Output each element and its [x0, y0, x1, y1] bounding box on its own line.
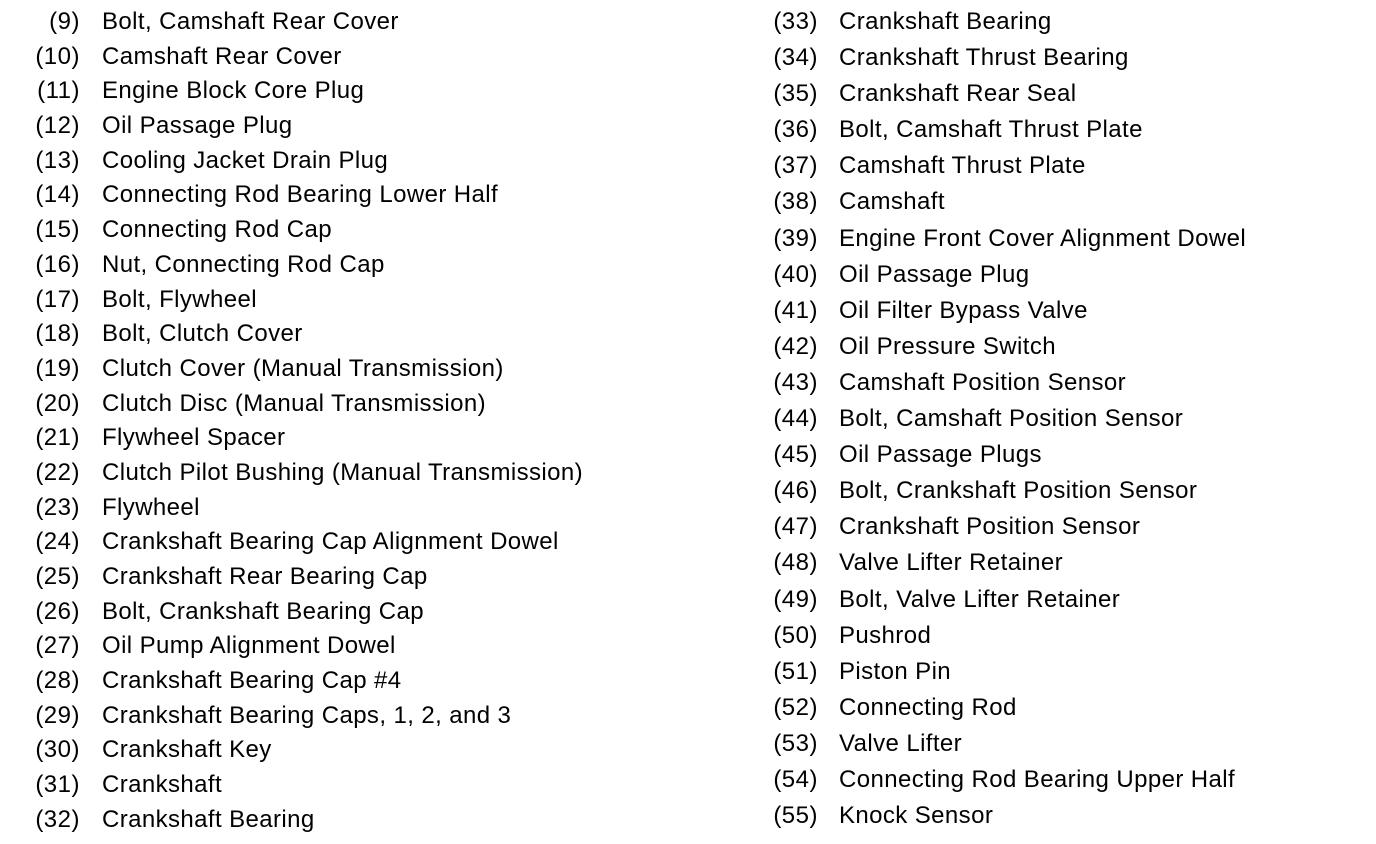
- legend-item: [740, 804, 1376, 840]
- legend-item-number: (32): [35, 805, 80, 833]
- legend-item-number: (11): [37, 77, 80, 105]
- legend-item-number: (15): [35, 216, 80, 244]
- legend-item-number: (49): [773, 585, 818, 613]
- legend-item: [740, 729, 1376, 768]
- legend-item-number: (26): [35, 597, 80, 625]
- legend-item-label: Flywheel: [102, 493, 200, 521]
- legend-item-label: Nut, Connecting Rod Cap: [102, 250, 385, 278]
- legend-item-number: (30): [35, 736, 80, 764]
- legend-column-right: [740, 0, 1376, 840]
- legend-item-number: (19): [35, 354, 80, 382]
- legend-item-number: (36): [773, 116, 818, 144]
- legend-item: [740, 479, 1376, 515]
- legend-item: [740, 46, 1376, 82]
- legend-item: [0, 250, 700, 288]
- legend-item: [740, 118, 1376, 154]
- legend-item-label: Camshaft Thrust Plate: [839, 152, 1086, 180]
- legend-item-number: (46): [773, 477, 818, 505]
- legend-item-number: (53): [773, 729, 818, 757]
- legend-item-label: Bolt, Camshaft Thrust Plate: [839, 116, 1143, 144]
- legend-item-number: (31): [35, 771, 80, 799]
- legend-item-number: (51): [773, 657, 818, 685]
- legend-item: [0, 669, 700, 704]
- legend-item: [0, 79, 700, 114]
- legend-item-label: Connecting Rod Bearing Upper Half: [839, 765, 1236, 793]
- legend-item-label: Connecting Rod: [839, 693, 1017, 721]
- legend-item: [0, 42, 700, 80]
- legend-item-label: Crankshaft Bearing: [102, 805, 315, 833]
- legend-item: [740, 515, 1376, 551]
- legend-item: [0, 183, 700, 218]
- legend-item-number: (44): [773, 405, 818, 433]
- legend-item-label: Clutch Cover (Manual Transmission): [102, 354, 504, 382]
- legend-item-label: Connecting Rod Bearing Lower Half: [102, 181, 499, 209]
- legend-item: [0, 597, 700, 635]
- legend-item: [0, 530, 700, 565]
- legend-item: [0, 738, 700, 773]
- legend-item-number: (38): [773, 188, 818, 216]
- legend-item-label: Crankshaft Position Sensor: [839, 513, 1141, 541]
- legend-item-number: (28): [35, 667, 80, 695]
- legend-item-label: Bolt, Camshaft Position Sensor: [839, 405, 1184, 433]
- legend-item: [0, 634, 700, 669]
- legend-item-label: Clutch Disc (Manual Transmission): [102, 389, 486, 417]
- legend-item: [0, 10, 700, 45]
- legend-item: [0, 493, 700, 531]
- legend-item-label: Connecting Rod Cap: [102, 216, 333, 244]
- legend-item-number: (20): [35, 389, 80, 417]
- legend-item-label: Camshaft Position Sensor: [839, 368, 1127, 396]
- legend-item: [740, 82, 1376, 118]
- legend-item: [740, 260, 1376, 299]
- legend-item-label: Flywheel Spacer: [102, 424, 286, 452]
- legend-item-number: (41): [773, 296, 818, 324]
- legend-item-number: (10): [35, 42, 80, 70]
- legend-item-label: Crankshaft Bearing: [839, 8, 1052, 35]
- legend-item-label: Bolt, Camshaft Rear Cover: [102, 8, 399, 35]
- legend-item: [0, 805, 700, 843]
- legend-item-label: Bolt, Crankshaft Bearing Cap: [102, 597, 425, 625]
- legend-item-number: (29): [35, 701, 80, 729]
- legend-item-label: Valve Lifter Retainer: [839, 549, 1064, 577]
- legend-item: [0, 565, 700, 600]
- legend-item-label: Crankshaft Rear Bearing Cap: [102, 563, 428, 590]
- legend-item-number: (21): [35, 424, 80, 452]
- legend-item-number: (45): [773, 441, 818, 469]
- legend-item: [0, 458, 700, 496]
- legend-item-number: (35): [773, 80, 818, 108]
- legend-item-number: (27): [35, 632, 80, 660]
- legend-item-label: Bolt, Clutch Cover: [102, 320, 303, 348]
- legend-item-label: Crankshaft Bearing Cap #4: [102, 667, 402, 695]
- legend-item-number: (24): [35, 528, 80, 556]
- legend-item-label: Engine Front Cover Alignment Dowel: [839, 224, 1247, 252]
- legend-item-label: Knock Sensor: [839, 802, 994, 830]
- legend-item-number: (50): [773, 621, 818, 649]
- legend-item-number: (18): [35, 320, 80, 348]
- legend-item-number: (16): [35, 250, 80, 278]
- legend-item-label: Crankshaft Bearing Caps, 1, 2, and 3: [102, 701, 512, 729]
- legend-item-number: (54): [773, 765, 818, 793]
- legend-item: [740, 657, 1376, 696]
- legend-item: [740, 551, 1376, 587]
- legend-item-number: (12): [35, 112, 80, 140]
- legend-item-number: (43): [773, 368, 818, 396]
- legend-item: [740, 368, 1376, 407]
- legend-item-number: (52): [773, 693, 818, 721]
- legend-item-number: (14): [35, 181, 80, 209]
- legend-item-label: Oil Passage Plug: [839, 260, 1030, 288]
- legend-item: [740, 332, 1376, 371]
- legend-item-label: Oil Pump Alignment Dowel: [102, 632, 396, 660]
- legend-item-number: (9): [49, 8, 80, 35]
- legend-item-label: Crankshaft Bearing Cap Alignment Dowel: [102, 528, 559, 556]
- legend-item-label: Crankshaft Thrust Bearing: [839, 44, 1129, 72]
- legend-item: [740, 190, 1376, 226]
- legend-item-label: Camshaft Rear Cover: [102, 42, 342, 70]
- legend-item-number: (17): [35, 285, 80, 313]
- legend-item-label: Camshaft: [839, 188, 945, 216]
- legend-item: [0, 322, 700, 357]
- legend-item-label: Oil Filter Bypass Valve: [839, 296, 1088, 324]
- legend-item-number: (40): [773, 260, 818, 288]
- legend-item: [740, 296, 1376, 335]
- legend-item-number: (22): [35, 458, 80, 486]
- legend-item-label: Pushrod: [839, 621, 932, 649]
- legend-item-number: (25): [35, 563, 80, 590]
- legend-item: [0, 285, 700, 323]
- legend-item-number: (23): [35, 493, 80, 521]
- legend-item-label: Bolt, Crankshaft Position Sensor: [839, 477, 1198, 505]
- legend-item-label: Oil Passage Plug: [102, 112, 293, 140]
- legend-item-number: (34): [773, 44, 818, 72]
- legend-item: [740, 154, 1376, 190]
- legend-item: [740, 765, 1376, 804]
- legend-item: [740, 621, 1376, 660]
- legend-item: [0, 426, 700, 461]
- legend-item: [0, 701, 700, 739]
- legend-item-label: Clutch Pilot Bushing (Manual Transmission): [102, 458, 583, 486]
- legend-item-number: (33): [773, 8, 818, 35]
- legend-item-label: Engine Block Core Plug: [102, 77, 365, 105]
- legend-item-label: Crankshaft: [102, 771, 223, 799]
- legend-item-number: (55): [773, 802, 818, 830]
- legend-item-label: Crankshaft Key: [102, 736, 272, 764]
- legend-item-number: (42): [773, 332, 818, 360]
- legend-item: [740, 585, 1376, 624]
- legend-item: [740, 443, 1376, 479]
- legend-item-label: Oil Passage Plugs: [839, 441, 1042, 469]
- legend-item-number: (37): [773, 152, 818, 180]
- legend-item: [740, 407, 1376, 443]
- legend-item-label: Crankshaft Rear Seal: [839, 80, 1077, 108]
- legend-item-number: (39): [773, 224, 818, 252]
- legend-item: [740, 10, 1376, 46]
- legend-item-number: (47): [773, 513, 818, 541]
- legend-item-label: Cooling Jacket Drain Plug: [102, 146, 389, 174]
- legend-item-label: Oil Pressure Switch: [839, 332, 1056, 360]
- legend-item: [740, 693, 1376, 732]
- legend-item-number: (13): [35, 146, 80, 174]
- legend-item-label: Piston Pin: [839, 657, 952, 685]
- legend-item-label: Valve Lifter: [839, 729, 963, 757]
- legend-item: [0, 218, 700, 253]
- legend-item-label: Bolt, Valve Lifter Retainer: [839, 585, 1121, 613]
- legend-item-number: (48): [773, 549, 818, 577]
- legend-item: [740, 224, 1376, 263]
- legend-item: [0, 354, 700, 392]
- legend-item: [0, 773, 700, 808]
- legend-item: [0, 146, 700, 184]
- legend-item: [0, 114, 700, 149]
- legend-item-label: Bolt, Flywheel: [102, 285, 257, 313]
- legend-item: [0, 389, 700, 427]
